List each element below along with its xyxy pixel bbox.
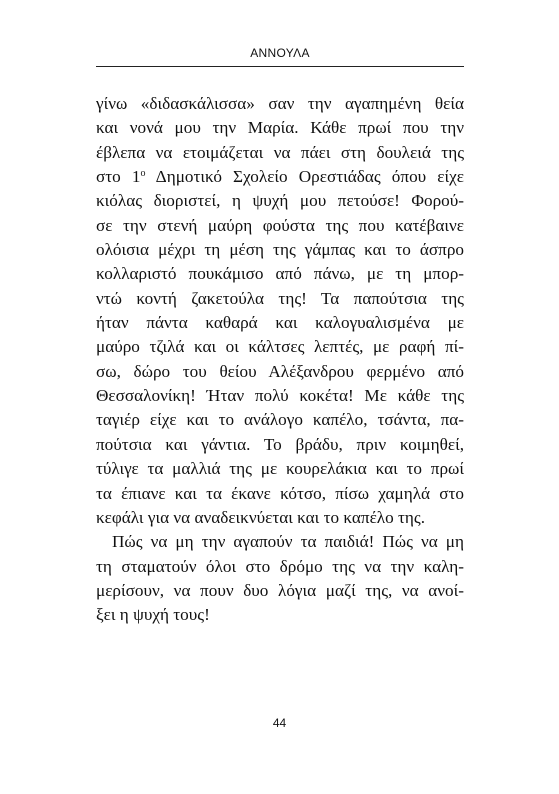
text-line: τη σταματούν όλοι στο δρόμο της να την καλη-: [96, 556, 464, 576]
text-line: μερίσουν, να πουν δυο λόγια μαζί της, να ανοί-: [96, 580, 464, 600]
text-line: [96, 165, 464, 189]
body-text: [96, 92, 464, 628]
paragraph: [96, 92, 464, 530]
text-line: πούτσια και γάντια. Το βράδυ, πριν κοιμηθεί,: [96, 434, 464, 454]
text-line: Θεσσαλονίκη! Ήταν πολύ κοκέτα! Με κάθε της: [96, 386, 464, 406]
paragraph: [96, 530, 464, 627]
header-divider: [96, 66, 464, 67]
text-fragment: Δημοτικό Σχολείο Ορεστιάδας όπου είχε: [145, 167, 464, 187]
text-line: ντώ κοντή ζακετούλα της! Τα παπούτσια της: [96, 288, 464, 308]
text-line: τύλιγε τα μαλλιά της με κουρελάκια και το πρωί: [96, 459, 464, 479]
text-line: σε την στενή μαύρη φούστα της που κατέβαινε: [96, 215, 464, 235]
text-line: ήταν πάντα καθαρά και καλογυαλισμένα με: [96, 313, 464, 333]
text-line: και νονά μου την Μαρία. Κάθε πρωί που την: [96, 118, 464, 138]
text-line: κολλαριστό πουκάμισο από πάνω, με τη μπορ-: [96, 264, 464, 284]
text-line: σω, δώρο του θείου Αλέξανδρου φερμένο από: [96, 361, 464, 381]
running-header: ΑΝΝΟΥΛΑ: [250, 46, 310, 60]
page-number: 44: [272, 716, 287, 730]
ordinal-superscript: ο: [140, 168, 146, 180]
text-line: ξει η ψυχή τους!: [96, 605, 210, 625]
text-fragment: στο 1: [96, 167, 141, 187]
text-line: ολόισια μέχρι τη μέση της γάμπας και το άσπρο: [96, 240, 464, 260]
text-line: μαύρο τζιλά και οι κάλτσες λεπτές, με ραφή πί-: [96, 337, 464, 357]
text-line: κιόλας διοριστεί, η ψυχή μου πετούσε! Φορού-: [96, 191, 464, 211]
text-line: γίνω «διδασκάλισσα» σαν την αγαπημένη θεία: [96, 94, 464, 113]
text-line: κεφάλι για να αναδεικνύεται και το καπέλο της.: [96, 507, 426, 527]
text-line: έβλεπα να ετοιμάζεται να πάει στη δουλειά της: [96, 142, 464, 162]
text-line: τα έπιανε και τα έκανε κότσο, πίσω χαμηλά στο: [96, 483, 464, 503]
text-line: ταγιέρ είχε και το ανάλογο καπέλο, τσάντα, πα-: [96, 410, 464, 430]
text-line: Πώς να μη την αγαπούν τα παιδιά! Πώς να μη: [112, 532, 464, 552]
